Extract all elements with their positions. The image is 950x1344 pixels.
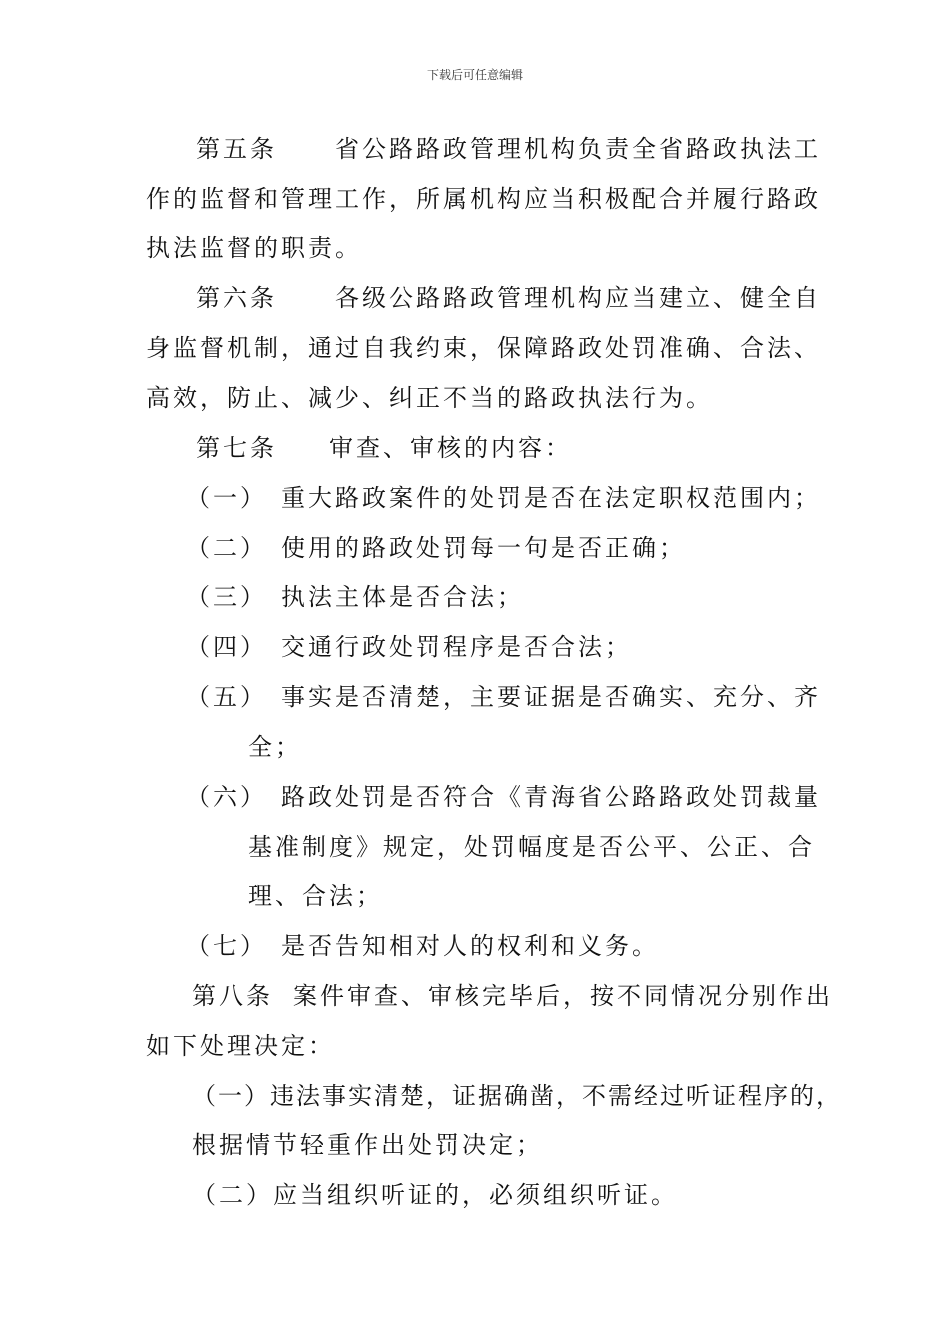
item-4: [186, 632, 632, 662]
item-text: 事实是否清楚，主要证据是否确实、充分、齐: [281, 683, 821, 711]
item-1: [186, 483, 821, 513]
item-text: 路政处罚是否符合《青海省公路路政处罚裁量: [281, 783, 821, 811]
article-text: 案件审查、审核完毕后，按不同情况分别作出: [293, 982, 833, 1010]
item-text: 交通行政处罚程序是否合法；: [281, 633, 632, 661]
article-label: 第七条: [196, 434, 277, 462]
item-2: [186, 533, 686, 563]
article-8-line-1: [192, 981, 833, 1011]
item-6-line-3: 理、合法；: [248, 882, 383, 910]
item-label: （三）: [186, 583, 267, 611]
item-text: 是否告知相对人的权利和义务。: [281, 932, 659, 960]
article-6-line-3: 高效，防止、减少、纠正不当的路政执法行为。: [146, 384, 713, 412]
decision-1-line-1: （一）违法事实清楚，证据确凿，不需经过听证程序的，: [192, 1082, 842, 1110]
article-5-line-1: [196, 134, 821, 164]
article-6-line-2: 身监督机制，通过自我约束，保障路政处罚准确、合法、: [146, 334, 821, 362]
item-3: [186, 582, 524, 612]
article-5-line-3: 执法监督的职责。: [146, 234, 362, 262]
article-5-line-2: 作的监督和管理工作，所属机构应当积极配合并履行路政: [146, 185, 821, 213]
article-8-line-2: 如下处理决定：: [146, 1032, 335, 1060]
article-label: 第六条: [196, 284, 277, 312]
item-text: 重大路政案件的处罚是否在法定职权范围内；: [281, 484, 821, 512]
item-5-line-1: [186, 682, 821, 712]
item-label: （一）: [186, 484, 267, 512]
item-label: （五）: [186, 683, 267, 711]
article-label: 第五条: [196, 135, 277, 163]
item-label: （二）: [186, 534, 267, 562]
item-label: （六）: [186, 783, 267, 811]
decision-2: （二）应当组织听证的，必须组织听证。: [192, 1181, 678, 1209]
item-7: [186, 931, 659, 961]
item-6-line-2: 基准制度》规定，处罚幅度是否公平、公正、合: [248, 833, 815, 861]
article-text: 各级公路路政管理机构应当建立、健全自: [335, 284, 821, 312]
item-6-line-1: [186, 782, 821, 812]
article-label: 第八条: [192, 982, 273, 1010]
item-5-line-2: 全；: [248, 733, 302, 761]
page-header-note: 下载后可任意编辑: [426, 68, 523, 82]
item-label: （七）: [186, 932, 267, 960]
article-text: 省公路路政管理机构负责全省路政执法工: [335, 135, 821, 163]
item-label: （四）: [186, 633, 267, 661]
decision-1-line-2: 根据情节轻重作出处罚决定；: [192, 1131, 543, 1159]
article-6-line-1: [196, 283, 821, 313]
article-7-line-1: [196, 433, 572, 463]
item-text: 使用的路政处罚每一句是否正确；: [281, 534, 686, 562]
item-text: 执法主体是否合法；: [281, 583, 524, 611]
article-text: 审查、审核的内容：: [329, 434, 572, 462]
